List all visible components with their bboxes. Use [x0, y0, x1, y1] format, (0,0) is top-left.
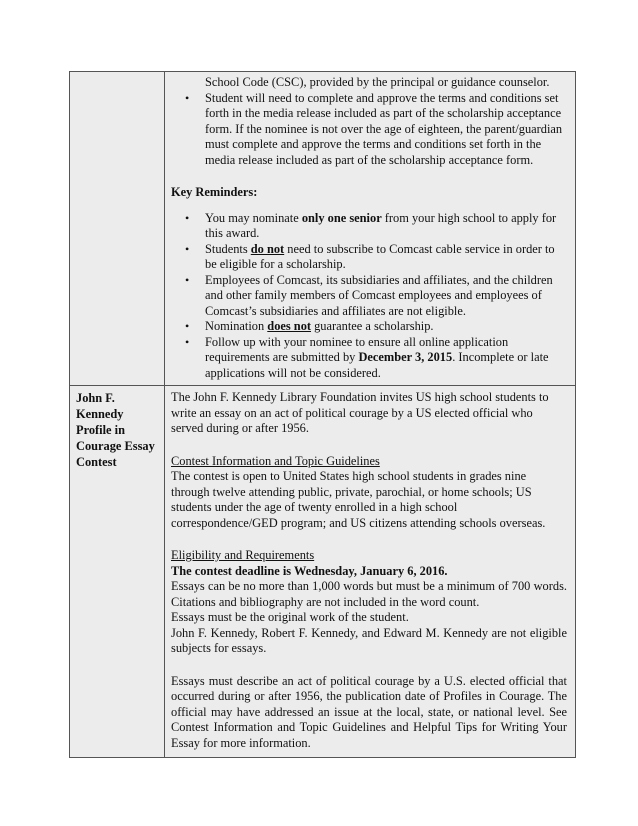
reminder-no-guarantee: • Nomination does not guarantee a scholarship. — [171, 319, 567, 335]
original-work-text: Essays must be the original work of the student. — [171, 610, 409, 624]
reminder-one-senior: • You may nominate only one senior from your high school to apply for this award. — [171, 211, 567, 242]
reminder-no-subscription: • Students do not need to subscribe to Comcast cable service in order to be eligible for a scholarship. — [171, 242, 567, 273]
not-eligible-text: John F. Kennedy, Robert F. Kennedy, and Edward M. Kennedy are not eligible subjects for essays. — [171, 625, 567, 655]
intro-text: The John F. Kennedy Library Foundation invites US high school students to write an essay on an act of political courage by a US elected official who served during or after 1956. — [171, 390, 549, 435]
reminder-employees: • Employees of Comcast, its subsidiaries and affiliates, and the children and other family members of Comcast employees and employees of Comcast’s subsidiaries and affiliates are not eligible. — [171, 273, 567, 320]
continued-line: School Code (CSC), provided by the principal or guidance counselor. — [205, 75, 550, 89]
right-cell-comcast — [165, 72, 576, 386]
word-limit-text: Essays can be no more than 1,000 words but must be a minimum of 700 words. Citations and bibliography are not included in the word count. — [171, 579, 567, 609]
contest-info-heading: Contest Information and Topic Guidelines — [171, 453, 380, 468]
reminders-list — [171, 211, 567, 382]
right-cell-jfk — [165, 386, 576, 758]
deadline-text: The contest deadline is Wednesday, January 6, 2016. — [171, 563, 448, 578]
bullet-terms: • Student will need to complete and approve the terms and conditions set forth in the media release included as part of the scholarship acceptance form. If the nominee is not over the age of eighteen, the parent/guardian must complete and approve the terms and conditions set forth in the media release included as part of the scholarship acceptance form. — [171, 91, 567, 169]
scholarship-table — [69, 71, 576, 758]
describe-text: Essays must describe an act of political courage by a U.S. elected official that occurred during or after 1956, the publication date of Profiles in Courage. The official may have addressed an issue at the local, state, or national level. See Contest Information and Topic Guidelines and Helpful Tips for Writing Your Essay for more information. — [171, 673, 567, 750]
key-reminders-heading: Key Reminders: — [171, 185, 258, 199]
contest-info-text: The contest is open to United States high school students in grades nine through twelve attending public, private, parochial, or home schools; US students under the age of twenty enrolled in a high school correspondence/GED program; and US citizens attending schools overseas. — [171, 469, 546, 530]
left-cell-title — [70, 386, 165, 758]
terms-list — [171, 91, 567, 169]
contest-title: John F. Kennedy Profile in Courage Essay Contest — [76, 391, 155, 469]
left-cell-empty — [70, 72, 165, 386]
table-row — [70, 72, 576, 386]
reminder-follow-up: • Follow up with your nominee to ensure all online application requirements are submitted by December 3, 2015. Incomplete or late applications will not be considered. — [171, 335, 567, 382]
table-row — [70, 386, 576, 758]
eligibility-heading: Eligibility and Requirements — [171, 548, 315, 562]
